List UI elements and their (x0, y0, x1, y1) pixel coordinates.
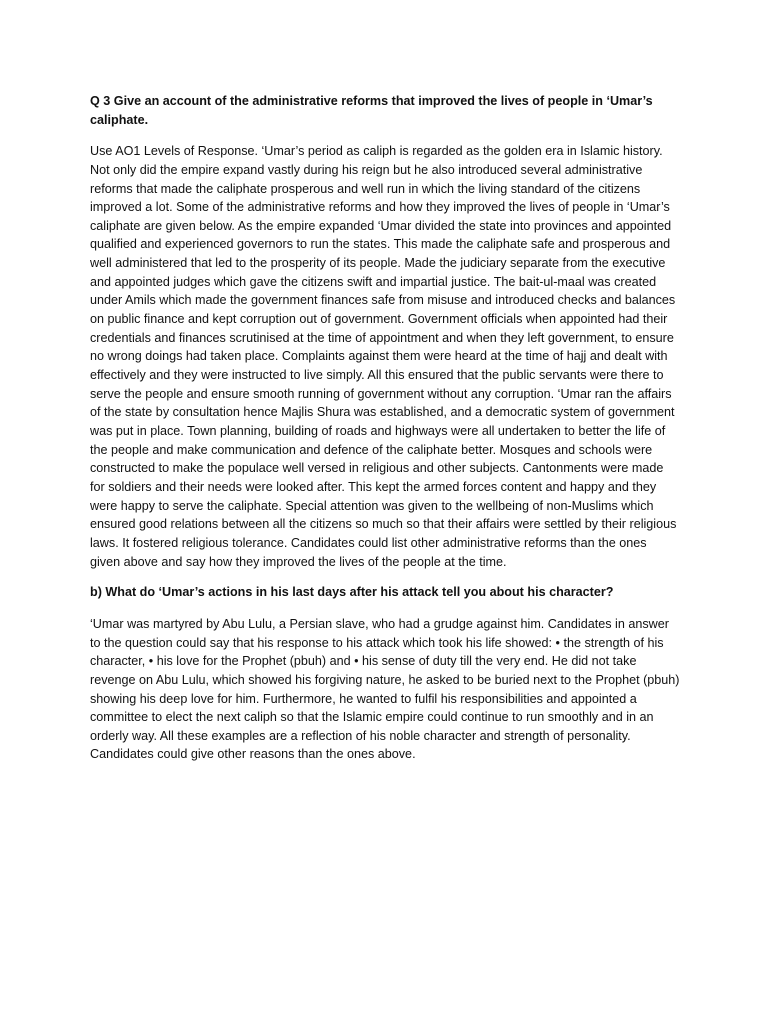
question-3-answer: Use AO1 Levels of Response. ‘Umar’s period as caliph is regarded as the golden era in Islamic history. Not only did the empire expand vastly during his reign but he also introduced several administrative reforms that made the caliphate prosperous and well run in which the living standard of the citizens improved a lot. Some of the administrative reforms and how they improved the lives of people in ‘Umar’s caliphate are given below. As the empire expanded ‘Umar divided the state into provinces and appointed qualified and experienced governors to run the states. This made the caliphate safe and prosperous and well administered that led to the prosperity of its people. Made the judiciary separate from the executive and appointed judges which gave the citizens swift and impartial justice. The bait-ul-maal was created under Amils which made the government finances safe from misuse and introduced checks and balances on public finance and kept corruption out of government. Government officials when appointed had their credentials and finances scrutinised at the time of appointment and when they left government, to ensure no wrong doings had taken place. Complaints against them were heard at the time of hajj and dealt with effectively and they were instructed to live simply. All this ensured that the public servants were there to serve the people and ensure smooth running of government without any corruption. ‘Umar ran the affairs of the state by consultation hence Majlis Shura was established, and a democratic system of government was put in place. Town planning, building of roads and highways were all undertaken to better the life of the people and make communication and defence of the caliphate better. Mosques and schools were constructed to make the populace well versed in religious and other subjects. Cantonments were made for soldiers and their needs were looked after. This kept the armed forces content and happy and they were happy to serve the caliphate. Special attention was given to the wellbeing of non-Muslims which ensured good relations between all the citizens so much so that their affairs were settled by their religious laws. It fostered religious tolerance. Candidates could list other administrative reforms than the ones given above and say how they improved the lives of the people at the time. (90, 144, 677, 569)
question-3-heading: Q 3 Give an account of the administrative reforms that improved the lives of people in ‘Umar’s caliphate. (90, 94, 653, 127)
question-b-heading: b) What do ‘Umar’s actions in his last days after his attack tell you about his character? (90, 585, 614, 600)
question-b-answer: ‘Umar was martyred by Abu Lulu, a Persian slave, who had a grudge against him. Candidates in answer to the question could say that his response to his attack which took his life showed: • the strength of his character, • his love for the Prophet (pbuh) and • his sense of duty till the very end. He did not take revenge on Abu Lulu, which showed his forgiving nature, he asked to be buried next to the Prophet (pbuh) showing his deep love for him. Furthermore, he wanted to fulfil his responsibilities and appointed a committee to elect the next caliph so that the Islamic empire could continue to run smoothly and in an orderly way. All these examples are a reflection of his noble character and strength of personality. Candidates could give other reasons than the ones above. (90, 616, 680, 762)
document-page (90, 92, 680, 776)
